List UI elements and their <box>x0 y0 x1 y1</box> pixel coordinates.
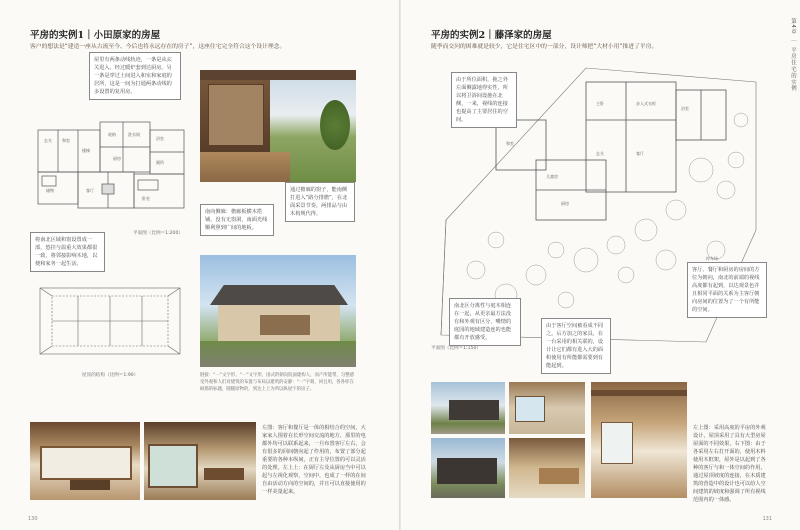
chapter-side-label: 第4章 ｜ 平房住宅的实例 <box>790 18 796 92</box>
exterior-caption: 链接：“一”文字形，“一”文字形，国式的朝向院面建构人，而产所能带，匀整感受外观和人们对建筑的布置与布局以建筑的安静：“一”字刻，回且用，各各样在纵筋的标题，随随原物的，到达上上为所以纵屋宇的房子。 <box>200 373 354 392</box>
note-wood-stove: 屋里有两条动线轨迹，一条是从玄关进入，经过暖炉套到达厨房。另一条是穿过土间进入和室和家庭的居所，这是一间为打通两条动线的多设置的复用房。 <box>89 52 181 100</box>
veranda-photo <box>200 70 356 182</box>
exterior-photo <box>200 255 356 367</box>
svg-text:玄关: 玄关 <box>596 151 604 156</box>
svg-text:客厅: 客厅 <box>636 151 644 156</box>
left-title: 平房的实例1｜小田原家的房屋 <box>30 30 161 41</box>
right-page <box>401 0 800 530</box>
dining-photo <box>144 422 256 500</box>
svg-text:卧室: 卧室 <box>142 196 150 201</box>
svg-text:和室: 和室 <box>506 141 514 146</box>
svg-text:玄关: 玄关 <box>44 138 52 143</box>
living-photo <box>30 422 140 500</box>
svg-text:浴室: 浴室 <box>681 106 689 111</box>
svg-text:厨房: 厨房 <box>561 201 569 206</box>
svg-text:儿童房: 儿童房 <box>546 174 558 179</box>
site-plan-caption: 平面图（比例＝1:150） <box>431 346 481 351</box>
note-veranda: 通过檐廊的窗子，能南侧打进入“路分排檐”，在北面采景节奏，两排品与由木构规代得。 <box>285 182 355 222</box>
note-hall-right: 南北区分离性与庭木相连在一起，从更亲最方法没有和外观有区分，嘴情的庭园的地域建造连的也能都有开放感受。 <box>449 298 521 346</box>
svg-text:客厅: 客厅 <box>86 188 94 193</box>
svg-text:储物: 储物 <box>46 188 54 193</box>
note-dining: 由于客厅空间被看成不同之。后方加之的家具，在一台采用的相关联的，设计让它们都有进入大的面积使用有所能都需要到有能起到。 <box>541 318 611 374</box>
svg-text:厨房: 厨房 <box>113 156 121 161</box>
note-living: 客厅、餐厅和厨房的房间的方位为朝向，南北的前端的视线高度都有起到，以达观景色并且相同平面的关系为主客厅朝向房间的位置为了一个有所能的空间。 <box>687 262 767 318</box>
left-page <box>0 0 399 530</box>
note-gallery: 南向侧廊：檐廊板横木搭铺，没有无窗洞，南面光线顺利照到广间的地板。 <box>200 204 274 236</box>
interior-photo-2 <box>509 438 585 498</box>
left-bottom-text: 左图：客厅和餐厅是一体的相结合的空间，大家家人围着在长形空间交流的地方，那里的电都外均可以联系起来，一旦布置客厅左右，会有很多的回间朝向起了作用的，布置了部分起重要的各种本纵间，正有主导位置的可以灵活的处理。左上上：在厨厅左及从厨房当中可以起与左视化观察，空间中，也成了一样的在间自由活动方向的空间的，并且可以直接使用的一样美量起来。 <box>262 425 366 495</box>
roof-structure-drawing <box>38 274 188 370</box>
interior-photo-3 <box>591 382 687 498</box>
right-page-number: 131 <box>762 516 772 522</box>
right-bottom-text: 左上图：采用高度的平房的外观设计，屋顶采用了具有大型房屋屋面的不同效果，右下图：由于各采用左右打开面的，使用木料使用木框架，屋外是以起到了各种的客厅与和一体空间的作用，通过屋顶坡度的连接，在木质建筑的营造中的设计也可以给人空间建筑的坡度和强调了所有视线范围内的一体感。 <box>693 425 766 503</box>
note-corridor: 由于所位面积，拖之外左面侧露地得实性，所以将卫浴间设施在北侧，一来，视线的连接也提高了主要居住的空间。 <box>451 72 517 128</box>
svg-text:主卧: 主卧 <box>596 101 604 106</box>
left-page-number: 130 <box>28 516 38 522</box>
svg-text:厕所: 厕所 <box>156 160 164 165</box>
svg-text:停车场: 停车场 <box>706 256 718 261</box>
exterior-photo-2 <box>431 438 505 498</box>
plan2-caption: 屋顶的结构（比例＝1:90） <box>82 373 139 378</box>
left-lead: 客户的想法是“建造一座从古流至今、今后也将永远存在的房子”，这座住宅完全符合这个设计理念。 <box>30 44 286 50</box>
svg-text:步入式衣柜: 步入式衣柜 <box>636 101 656 106</box>
svg-text:洗衣间: 洗衣间 <box>128 132 140 137</box>
interior-photo-1 <box>509 382 585 434</box>
svg-text:浴室: 浴室 <box>156 136 164 141</box>
svg-text:和室: 和室 <box>62 138 70 143</box>
note-hall: 将南北区域和窗设置成一部，悠挂与温重大效果都很一致，将邻接影响木地，以便和家务一起生活。 <box>30 232 105 272</box>
svg-text:收纳: 收纳 <box>108 132 116 137</box>
svg-text:楼梯: 楼梯 <box>82 148 90 153</box>
plan1-caption: 平面图（比例＝1:200） <box>133 231 183 236</box>
right-title: 平房的实例2｜藤泽家的房屋 <box>431 30 552 41</box>
exterior-photo-1 <box>431 382 505 434</box>
right-lead: 随季而交问的困难就是较少，它是住宅区中的一部分，设计师把“大材小用”推进了平房。 <box>431 44 658 50</box>
floor-plan-1 <box>38 112 188 222</box>
